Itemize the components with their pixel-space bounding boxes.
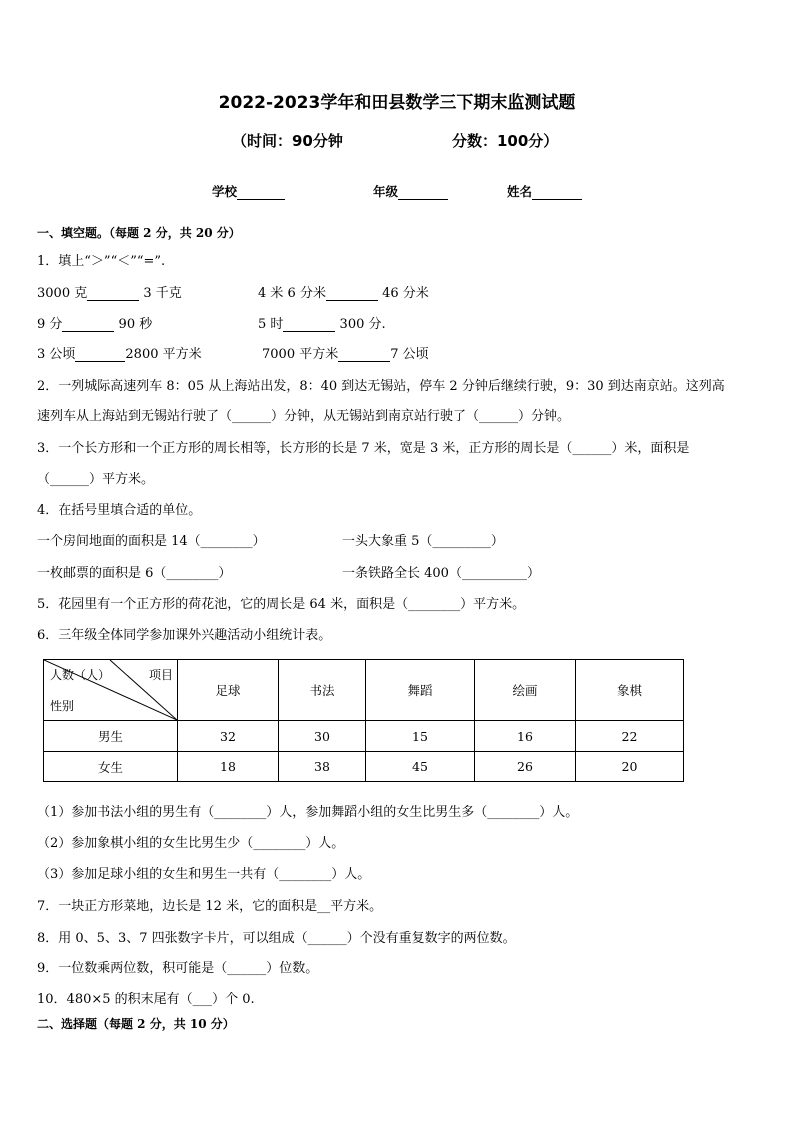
exam-time: （时间：90分钟 — [232, 132, 343, 150]
column-header: 书法 — [279, 660, 366, 721]
grade-label: 年级 — [373, 184, 399, 199]
column-header: 绘画 — [475, 660, 576, 721]
name-field[interactable] — [507, 182, 582, 200]
q10-text: 10．480×5 的积末尾有（___）个 0. — [37, 992, 255, 1007]
q6-stem: 6．三年级全体同学参加课外兴趣活动小组统计表。 — [37, 628, 332, 643]
grade-field[interactable] — [373, 182, 448, 200]
grade-blank[interactable] — [398, 187, 448, 200]
table-cell: 45 — [366, 752, 475, 782]
q1-item-b: 4 米 6 分米 46 分米 — [258, 286, 429, 301]
q1-stem: 1．填上“＞”“＜”“=”. — [37, 254, 166, 269]
column-header: 象棋 — [576, 660, 684, 721]
q6-sub2: （2）参加象棋小组的女生比男生少（________）人。 — [37, 836, 345, 851]
table-row — [44, 752, 684, 782]
activity-stats-table — [43, 659, 684, 782]
page-title: 2022-2023学年和田县数学三下期末监测试题 — [218, 93, 576, 113]
q4-item-d: 一条铁路全长 400（__________） — [342, 566, 540, 581]
q1-item-c: 9 分 90 秒 — [37, 317, 153, 332]
name-blank[interactable] — [532, 187, 582, 200]
q9-text: 9．一位数乘两位数，积可能是（______）位数。 — [37, 961, 319, 976]
table-cell: 20 — [576, 752, 684, 782]
q5-text: 5．花园里有一个正方形的荷花池，它的周长是 64 米，面积是（________）平方米。 — [37, 597, 526, 612]
row-label: 男生 — [44, 721, 178, 752]
table-corner-cell — [44, 660, 178, 721]
q4-item-b: 一头大象重 5（_________） — [342, 534, 504, 549]
q4-stem: 4．在括号里填合适的单位。 — [37, 503, 202, 518]
answer-blank[interactable] — [75, 349, 125, 362]
corner-label-count: 人数（人） — [50, 668, 111, 682]
q8-text: 8．用 0、5、3、7 四张数字卡片，可以组成（______）个没有重复数字的两位数。 — [37, 931, 516, 946]
school-label: 学校 — [212, 184, 238, 199]
answer-blank[interactable] — [326, 288, 378, 301]
answer-blank[interactable] — [283, 319, 335, 332]
table-cell: 16 — [475, 721, 576, 752]
corner-label-item: 项目 — [148, 668, 173, 682]
q3-line1: 3．一个长方形和一个正方形的周长相等，长方形的长是 7 米，宽是 3 米，正方形的周长是（______）米，面积是 — [37, 441, 690, 456]
q7-text: 7．一块正方形菜地，边长是 12 米，它的面积是__平方米。 — [37, 899, 383, 914]
table-cell: 22 — [576, 721, 684, 752]
column-header: 舞蹈 — [366, 660, 475, 721]
table-cell: 26 — [475, 752, 576, 782]
row-label: 女生 — [44, 752, 178, 782]
q4-item-a: 一个房间地面的面积是 14（________） — [37, 534, 266, 549]
q2-line2: 速列车从上海站到无锡站行驶了（______）分钟，从无锡站到南京站行驶了（______）分钟。 — [37, 409, 571, 424]
school-field[interactable] — [212, 182, 285, 200]
table-row — [44, 721, 684, 752]
section1-heading: 一、填空题。（每题 2 分，共 20 分） — [37, 226, 241, 240]
table-cell: 15 — [366, 721, 475, 752]
q6-sub3: （3）参加足球小组的女生和男生一共有（________）人。 — [37, 867, 371, 882]
column-header: 足球 — [178, 660, 279, 721]
q1-item-f: 7000 平方米 7 公顷 — [262, 347, 429, 362]
table-cell: 38 — [279, 752, 366, 782]
q1-item-e: 3 公顷 2800 平方米 — [37, 347, 202, 362]
table-cell: 32 — [178, 721, 279, 752]
answer-blank[interactable] — [62, 319, 114, 332]
q6-sub1: （1）参加书法小组的男生有（________）人，参加舞蹈小组的女生比男生多（________）人。 — [37, 805, 579, 820]
school-blank[interactable] — [237, 187, 285, 200]
q1-item-a: 3000 克 3 千克 — [37, 286, 182, 301]
table-cell: 30 — [279, 721, 366, 752]
table-header-row — [44, 660, 684, 721]
answer-blank[interactable] — [87, 288, 139, 301]
q4-item-c: 一枚邮票的面积是 6（________） — [37, 566, 232, 581]
q3-line2: （______）平方米。 — [37, 472, 155, 487]
exam-score: 分数：100分） — [452, 132, 559, 150]
q2-line1: 2．一列城际高速列车 8：05 从上海站出发，8：40 到达无锡站，停车 2 分钟后继续行驶，9：30 到达南京站。这列高 — [37, 379, 725, 394]
section2-heading: 二、选择题（每题 2 分，共 10 分） — [37, 1017, 235, 1031]
corner-label-gender: 性别 — [50, 699, 75, 713]
table-cell: 18 — [178, 752, 279, 782]
answer-blank[interactable] — [338, 349, 390, 362]
name-label: 姓名 — [507, 184, 533, 199]
q1-item-d: 5 时 300 分. — [258, 317, 386, 332]
